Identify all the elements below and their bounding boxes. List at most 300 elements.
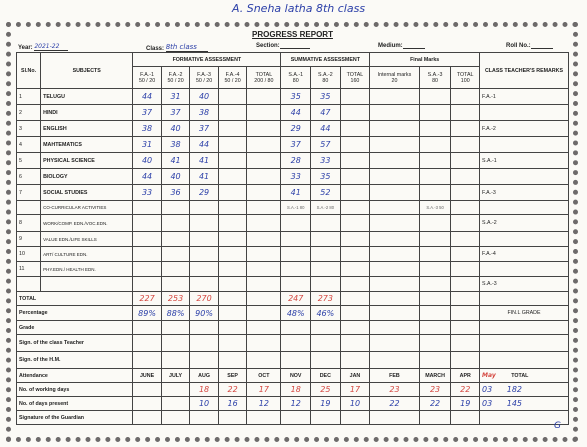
table-cell (190, 277, 219, 292)
final-total-header: TOTAL 100 (451, 67, 480, 89)
table-cell (247, 153, 281, 169)
table-cell (133, 277, 162, 292)
table-cell (247, 215, 281, 232)
table-cell (370, 153, 419, 169)
table-cell (247, 232, 281, 247)
table-cell: 48% (281, 306, 311, 321)
table-cell (340, 215, 370, 232)
table-cell (218, 411, 247, 425)
table-cell (480, 232, 569, 247)
table-cell (247, 277, 281, 292)
table-cell: 23 (419, 383, 451, 397)
table-cell (218, 335, 247, 352)
table-cell: 41 (190, 153, 219, 169)
table-cell: 28 (281, 153, 311, 169)
table-cell (190, 411, 219, 425)
table-cell: 44 (133, 89, 162, 105)
table-cell: 19 (451, 397, 480, 411)
table-cell: 35 (311, 89, 341, 105)
table-cell (311, 232, 341, 247)
table-cell (161, 352, 190, 369)
table-cell (190, 352, 219, 369)
table-cell: 57 (311, 137, 341, 153)
table-cell: 2 (17, 105, 41, 121)
table-cell (370, 352, 419, 369)
sa2-header: S.A.-2 80 (311, 67, 341, 89)
table-cell (340, 201, 370, 215)
table-cell (311, 321, 341, 335)
table-cell: WORK/COMP. EDN./VOC.EDN. (41, 215, 133, 232)
table-cell: 227 (133, 292, 162, 306)
table-cell: OCT (247, 369, 281, 383)
table-row (17, 105, 569, 121)
table-cell (281, 335, 311, 352)
table-cell: 1 (17, 89, 41, 105)
table-cell: 8 (17, 215, 41, 232)
table-cell: 33 (281, 169, 311, 185)
table-cell (451, 153, 480, 169)
table-cell: 37 (161, 105, 190, 121)
table-cell: 38 (190, 105, 219, 121)
table-cell: 12 (281, 397, 311, 411)
table-cell: 37 (190, 121, 219, 137)
fa4-header: F.A.-4 50 / 20 (218, 67, 247, 89)
table-cell (218, 247, 247, 262)
table-cell: DEC (311, 369, 341, 383)
table-cell (419, 247, 451, 262)
table-cell (190, 215, 219, 232)
table-cell: 17 (340, 383, 370, 397)
table-cell: 47 (311, 105, 341, 121)
table-cell (311, 262, 341, 277)
table-cell (281, 262, 311, 277)
table-cell (41, 277, 133, 292)
table-row (17, 232, 569, 247)
table-cell: HINDI (41, 105, 133, 121)
table-cell: S.A.-1 (480, 153, 569, 169)
table-row (17, 262, 569, 277)
table-cell: F.A.-2 (480, 121, 569, 137)
table-cell (370, 292, 419, 306)
table-cell (247, 121, 281, 137)
table-cell (17, 201, 41, 215)
remarks-header: CLASS TEACHER'S REMARKS (480, 53, 569, 89)
internal-header: Internal marks 20 (370, 67, 419, 89)
table-cell (247, 306, 281, 321)
table-cell: 35 (281, 89, 311, 105)
table-cell (133, 247, 162, 262)
table-cell: 46% (311, 306, 341, 321)
slno-header: Sl.No. (17, 53, 41, 89)
table-cell (480, 262, 569, 277)
table-cell: 03 182 (480, 383, 569, 397)
table-cell (190, 321, 219, 335)
table-cell: 37 (281, 137, 311, 153)
table-cell: TELUGU (41, 89, 133, 105)
table-cell: 41 (281, 185, 311, 201)
table-cell (190, 232, 219, 247)
table-cell (451, 335, 480, 352)
page-title: PROGRESS REPORT (252, 30, 333, 39)
table-cell (281, 215, 311, 232)
year-field: Year: 2021-22 (18, 43, 68, 51)
table-cell (190, 335, 219, 352)
table-cell (247, 185, 281, 201)
table-cell (419, 262, 451, 277)
table-cell (133, 352, 162, 369)
table-cell (340, 306, 370, 321)
present-days-row (17, 397, 569, 411)
table-cell (370, 321, 419, 335)
table-cell (281, 232, 311, 247)
table-cell (311, 411, 341, 425)
table-cell (370, 89, 419, 105)
table-cell: 18 (281, 383, 311, 397)
table-cell (451, 292, 480, 306)
table-cell: 03 145 (480, 397, 569, 411)
table-row (17, 137, 569, 153)
table-cell: 4 (17, 137, 41, 153)
table-cell (133, 411, 162, 425)
table-cell (218, 306, 247, 321)
table-cell (190, 201, 219, 215)
roll-field: Roll No.: (506, 43, 553, 49)
table-row (17, 153, 569, 169)
table-cell: 17 (247, 383, 281, 397)
table-cell: 3 (17, 121, 41, 137)
table-cell: 22 (419, 397, 451, 411)
table-cell (370, 247, 419, 262)
table-cell: 253 (161, 292, 190, 306)
table-cell: 33 (311, 153, 341, 169)
table-cell (340, 105, 370, 121)
table-cell (451, 201, 480, 215)
table-cell: 7 (17, 185, 41, 201)
table-cell: 247 (281, 292, 311, 306)
cocurricular-row (17, 201, 569, 215)
table-cell: 40 (161, 169, 190, 185)
attendance-header-row (17, 369, 569, 383)
table-cell: 90% (190, 306, 219, 321)
sa-total-header: TOTAL 160 (340, 67, 370, 89)
table-cell (218, 153, 247, 169)
table-cell (451, 185, 480, 201)
table-cell (161, 201, 190, 215)
table-cell (281, 321, 311, 335)
percentage-row (17, 306, 569, 321)
table-cell: 22 (218, 383, 247, 397)
table-cell: 33 (133, 185, 162, 201)
table-cell: 22 (370, 397, 419, 411)
table-cell (340, 321, 370, 335)
table-cell: Sign. of the H.M. (17, 352, 133, 369)
table-cell (133, 232, 162, 247)
table-cell: 5 (17, 153, 41, 169)
table-cell: 41 (190, 169, 219, 185)
table-cell (161, 232, 190, 247)
table-cell (161, 383, 190, 397)
table-cell: 29 (281, 121, 311, 137)
table-cell: 11 (17, 262, 41, 277)
table-cell (451, 169, 480, 185)
table-cell (419, 89, 451, 105)
table-cell: TOTAL (17, 292, 133, 306)
table-cell (247, 352, 281, 369)
table-cell (218, 321, 247, 335)
table-cell (480, 335, 569, 352)
table-cell (419, 352, 451, 369)
table-cell (340, 169, 370, 185)
table-cell (218, 121, 247, 137)
table-cell (419, 321, 451, 335)
table-cell: 23 (370, 383, 419, 397)
table-cell: ENGLISH (41, 121, 133, 137)
table-cell (480, 105, 569, 121)
table-cell (340, 277, 370, 292)
table-cell (340, 335, 370, 352)
table-cell: Signature of the Guardian (17, 411, 133, 425)
table-cell: 52 (311, 185, 341, 201)
table-cell: 44 (311, 121, 341, 137)
table-cell (340, 262, 370, 277)
table-cell (480, 137, 569, 153)
table-cell (133, 215, 162, 232)
table-cell (419, 292, 451, 306)
table-cell (311, 247, 341, 262)
guardian-signature: G (554, 421, 561, 431)
table-cell: 12 (247, 397, 281, 411)
guardian-row (17, 411, 569, 425)
table-cell: ART/ CULTURE EDN. (41, 247, 133, 262)
table-cell (161, 397, 190, 411)
fa-total-header: TOTAL 200 / 80 (247, 67, 281, 89)
table-cell (370, 411, 419, 425)
table-cell: Grade (17, 321, 133, 335)
table-cell: PHYSICAL SCIENCE (41, 153, 133, 169)
table-cell: 19 (311, 397, 341, 411)
section-field: Section: (256, 43, 310, 49)
table-cell (370, 335, 419, 352)
table-cell: MARCH (419, 369, 451, 383)
table-row (17, 169, 569, 185)
table-cell (370, 105, 419, 121)
table-cell (190, 247, 219, 262)
table-cell (370, 215, 419, 232)
table-cell (340, 411, 370, 425)
table-cell (419, 277, 451, 292)
table-cell (340, 153, 370, 169)
table-cell (281, 277, 311, 292)
table-cell (311, 352, 341, 369)
sign-hm-row (17, 352, 569, 369)
table-cell (451, 137, 480, 153)
table-cell (190, 262, 219, 277)
table-cell (281, 247, 311, 262)
table-cell (370, 277, 419, 292)
table-cell: VALUE EDN./LIFE SKILLS (41, 232, 133, 247)
table-cell: S.A.-2 (480, 215, 569, 232)
sign-teacher-row (17, 335, 569, 352)
table-cell: 40 (161, 121, 190, 137)
table-cell (17, 277, 41, 292)
table-cell: F.A.-3 (480, 185, 569, 201)
total-row (17, 292, 569, 306)
table-cell: BIOLOGY (41, 169, 133, 185)
table-cell (218, 185, 247, 201)
fa1-header: F.A.-1 50 / 20 (133, 67, 162, 89)
table-cell (419, 335, 451, 352)
table-cell (451, 306, 480, 321)
table-cell (451, 232, 480, 247)
working-days-row (17, 383, 569, 397)
table-cell: 38 (133, 121, 162, 137)
table-cell (480, 321, 569, 335)
table-row (17, 277, 569, 292)
table-cell: May TOTAL (480, 369, 569, 383)
table-cell (340, 185, 370, 201)
table-cell (247, 292, 281, 306)
table-cell (161, 411, 190, 425)
table-cell: F.A.-4 (480, 247, 569, 262)
sa1-header: S.A.-1 80 (281, 67, 311, 89)
marks-table (16, 52, 569, 425)
table-cell (451, 277, 480, 292)
table-cell: 41 (161, 153, 190, 169)
table-cell: FEB (370, 369, 419, 383)
table-row (17, 89, 569, 105)
table-cell: 44 (133, 169, 162, 185)
table-cell: NOV (281, 369, 311, 383)
table-cell (133, 397, 162, 411)
table-cell (161, 215, 190, 232)
table-cell (370, 306, 419, 321)
table-cell (419, 169, 451, 185)
table-cell (340, 232, 370, 247)
final-marks-header: Final Marks (370, 53, 480, 67)
table-cell: 40 (190, 89, 219, 105)
table-cell (340, 247, 370, 262)
table-cell: 31 (133, 137, 162, 153)
table-cell: 9 (17, 232, 41, 247)
table-cell (133, 201, 162, 215)
table-cell (419, 232, 451, 247)
table-cell (419, 137, 451, 153)
table-cell (419, 153, 451, 169)
table-cell: Percentage (17, 306, 133, 321)
table-cell: 273 (311, 292, 341, 306)
formative-header: FORMATIVE ASSESSMENT (133, 53, 281, 67)
class-field: Class: 8th class (146, 43, 208, 52)
table-cell (218, 137, 247, 153)
table-cell (340, 292, 370, 306)
table-cell (218, 277, 247, 292)
table-cell (161, 335, 190, 352)
table-cell (311, 277, 341, 292)
table-cell: PHY.EDN./ HEALTH EDN. (41, 262, 133, 277)
table-cell: S.A.-3 (480, 277, 569, 292)
table-cell (451, 352, 480, 369)
table-cell: 25 (311, 383, 341, 397)
table-row (17, 215, 569, 232)
table-cell (451, 411, 480, 425)
table-cell (247, 262, 281, 277)
table-cell (451, 262, 480, 277)
summative-header: SUMMATIVE ASSESSMENT (281, 53, 370, 67)
table-cell (311, 215, 341, 232)
table-cell (218, 232, 247, 247)
table-cell (161, 321, 190, 335)
table-cell (370, 137, 419, 153)
fa3-header: F.A.-3 50 / 20 (190, 67, 219, 89)
table-cell (370, 201, 419, 215)
table-cell (419, 121, 451, 137)
table-cell (218, 201, 247, 215)
table-cell (419, 215, 451, 232)
table-cell (247, 247, 281, 262)
table-cell (370, 185, 419, 201)
table-cell: S.A.-1 80 (281, 201, 311, 215)
table-cell: 270 (190, 292, 219, 306)
table-cell: No. of working days (17, 383, 133, 397)
table-cell (247, 169, 281, 185)
table-cell (218, 169, 247, 185)
table-cell (218, 292, 247, 306)
fa2-header: F.A.-2 50 / 20 (161, 67, 190, 89)
table-cell (161, 277, 190, 292)
table-row (17, 121, 569, 137)
table-cell (281, 352, 311, 369)
table-cell (340, 352, 370, 369)
sa3-header: S.A.-3 80 (419, 67, 451, 89)
table-cell (340, 121, 370, 137)
table-cell (161, 262, 190, 277)
table-cell: AUG (190, 369, 219, 383)
table-cell: 6 (17, 169, 41, 185)
table-cell (218, 89, 247, 105)
table-cell: 40 (133, 153, 162, 169)
table-cell (133, 335, 162, 352)
table-row (17, 185, 569, 201)
table-cell (247, 321, 281, 335)
table-cell (451, 89, 480, 105)
table-cell: Sign. of the class Teacher (17, 335, 133, 352)
table-cell: SOCIAL STUDIES (41, 185, 133, 201)
header-row-1 (17, 53, 569, 67)
table-cell: JAN (340, 369, 370, 383)
table-cell (133, 383, 162, 397)
table-cell (451, 105, 480, 121)
table-cell: Attendance (17, 369, 133, 383)
table-cell: SEP (218, 369, 247, 383)
table-cell: JUNE (133, 369, 162, 383)
table-cell (218, 215, 247, 232)
table-cell: 88% (161, 306, 190, 321)
table-cell (311, 335, 341, 352)
table-cell: 35 (311, 169, 341, 185)
table-cell: F.A.-1 (480, 89, 569, 105)
table-cell (451, 215, 480, 232)
table-cell: 44 (281, 105, 311, 121)
table-cell (247, 335, 281, 352)
table-row (17, 247, 569, 262)
table-cell (218, 105, 247, 121)
table-cell (133, 321, 162, 335)
table-cell (480, 352, 569, 369)
table-cell (161, 247, 190, 262)
table-cell: 10 (190, 397, 219, 411)
table-cell: 31 (161, 89, 190, 105)
table-cell (451, 321, 480, 335)
